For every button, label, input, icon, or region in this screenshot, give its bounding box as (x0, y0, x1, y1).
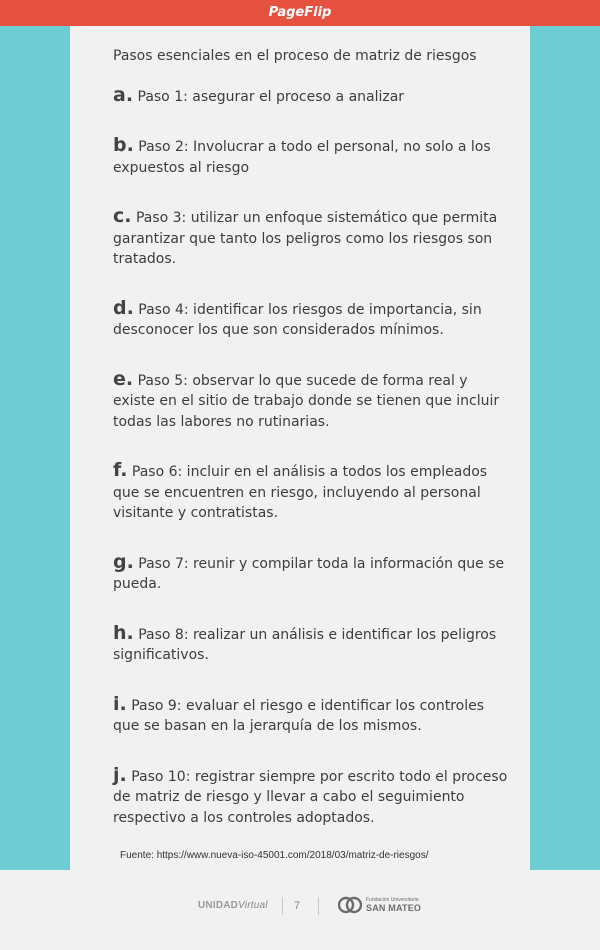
step-text: Paso 4: identificar los riesgos de importancia, sin desconocer los que son considerados mínimos. (113, 301, 482, 338)
logo-text-bold: UNIDAD (198, 900, 239, 911)
step-text: Paso 5: observar lo que sucede de forma real y existe en el sitio de trabajo donde se tienen que incluir todas las labores no rutinarias. (113, 372, 500, 430)
document-page (70, 26, 530, 870)
step-text: Paso 3: utilizar un enfoque sistemático que permita garantizar que tanto los peligros como los riesgos son tratados. (113, 210, 498, 267)
right-margin-panel (530, 26, 600, 870)
step-text: Paso 7: reunir y compilar toda la información que se pueda. (113, 555, 505, 592)
step-letter: a. (113, 83, 134, 106)
logo-subtitle: Fundación Universitaria (366, 897, 419, 903)
logo-text-light: Virtual (238, 900, 268, 911)
san-mateo-emblem-icon (338, 894, 362, 916)
step-letter: d. (113, 296, 134, 319)
app-title: PageFlip (268, 5, 332, 20)
app-title-bar (0, 0, 600, 26)
left-margin-panel (0, 26, 70, 870)
step-letter: b. (113, 134, 134, 156)
page-number: 7 (294, 900, 301, 912)
step-letter: e. (113, 367, 134, 390)
logo-name: SAN MATEO (366, 903, 422, 913)
step-item (113, 206, 513, 270)
step-letter: f. (113, 459, 128, 481)
step-text: Paso 2: Involucrar a todo el personal, no solo a los expuestos al riesgo (113, 139, 491, 176)
step-letter: j. (113, 763, 127, 786)
step-letter: g. (113, 550, 134, 573)
source-citation: Fuente: https://www.nueva-iso-45001.com/2018/03/matriz-de-riesgos/ (120, 850, 429, 861)
step-item (113, 552, 513, 595)
step-text: Paso 6: incluir en el análisis a todos los empleados que se encuentren en riesgo, incluyendo al personal visitante y contratistas. (113, 464, 488, 521)
step-letter: i. (113, 692, 127, 715)
step-text: Paso 8: realizar un análisis e identificar los peligros significativos. (113, 626, 497, 663)
unidad-virtual-logo (198, 900, 268, 911)
step-item (113, 85, 513, 108)
footer-divider (318, 897, 319, 915)
step-item (113, 765, 513, 829)
step-item (113, 623, 513, 666)
step-item (113, 369, 513, 433)
step-text: Paso 9: evaluar el riesgo e identificar los controles que se basan en la jerarquía de los mismos. (113, 697, 485, 734)
step-text: Paso 10: registrar siempre por escrito todo el proceso de matriz de riesgo y llevar a cabo el seguimiento respectivo a los controles adoptados. (113, 768, 508, 826)
footer-divider (282, 897, 283, 915)
step-text: Paso 1: asegurar el proceso a analizar (137, 88, 405, 105)
page-footer (0, 870, 600, 950)
section-intro: Pasos esenciales en el proceso de matriz de riesgos (113, 48, 477, 64)
step-item (113, 694, 513, 737)
step-item (113, 298, 513, 341)
step-letter: h. (113, 621, 134, 644)
page-content (113, 46, 513, 828)
step-letter: c. (113, 205, 132, 227)
step-item (113, 135, 513, 178)
step-item (113, 460, 513, 524)
